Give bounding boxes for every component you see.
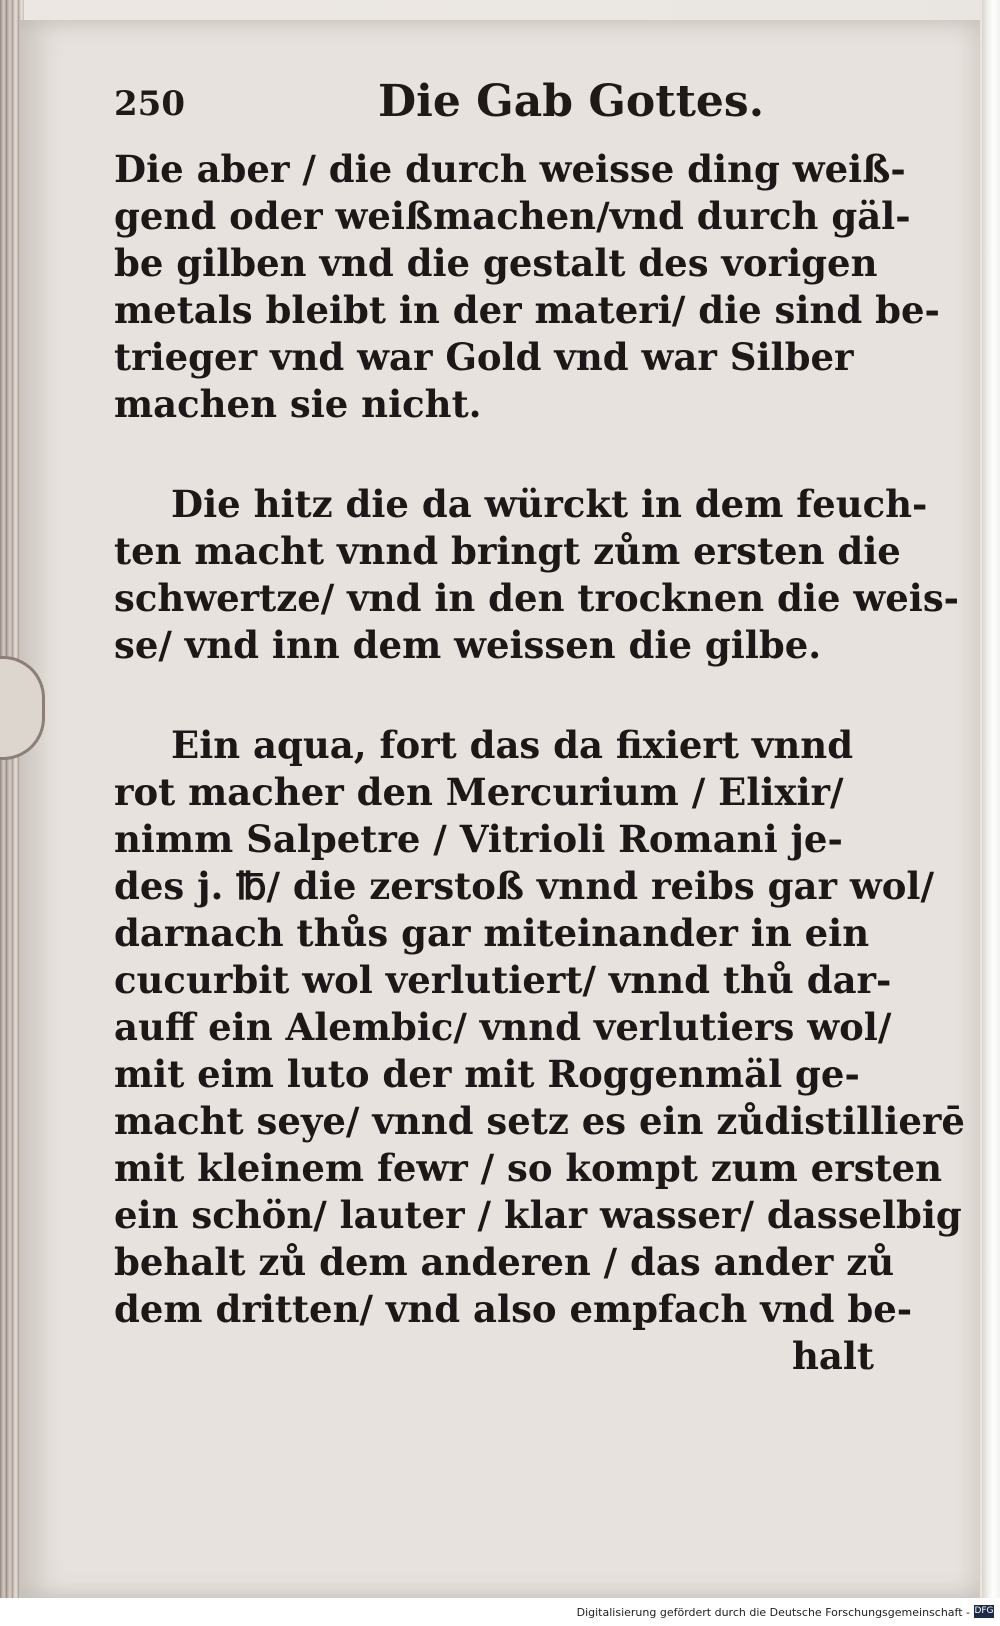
text-line: des j. ℔/ die zerstoß vnnd reibs gar wol/ bbox=[114, 864, 934, 908]
paragraph-1 bbox=[114, 146, 940, 428]
page-header bbox=[114, 74, 874, 130]
text-line: Ein aqua, fort das da fixiert vnnd bbox=[171, 723, 854, 767]
text-line: se/ vnd inn dem weissen die gilbe. bbox=[114, 623, 822, 667]
text-line: auff ein Alembic/ vnnd verlutiers wol/ bbox=[114, 1005, 892, 1049]
dfg-logo: DFG bbox=[974, 1606, 994, 1616]
page-number: 250 bbox=[114, 84, 185, 124]
text-line: ein schön/ lauter / klar wasser/ dasselbig bbox=[114, 1193, 962, 1237]
text-line: ten macht vnnd bringt zům ersten die bbox=[114, 529, 901, 573]
text-line: trieger vnd war Gold vnd war Silber bbox=[114, 335, 854, 379]
text-line: metals bleibt in der materi/ die sind be- bbox=[114, 288, 940, 332]
text-line: machen sie nicht. bbox=[114, 382, 482, 426]
text-line: darnach thůs gar miteinander in ein bbox=[114, 911, 870, 955]
text-line: nimm Salpetre / Vitrioli Romani je- bbox=[114, 817, 843, 861]
text-line: behalt zů dem anderen / das ander zů bbox=[114, 1240, 895, 1284]
text-line: Die aber / die durch weisse ding weiß- bbox=[114, 147, 906, 191]
digitization-credit: Digitalisierung gefördert durch die Deutsche Forschungsgemeinschaft - bbox=[576, 1606, 970, 1619]
text-line: mit kleinem fewr / so kompt zum ersten bbox=[114, 1146, 943, 1190]
paragraph-2 bbox=[114, 481, 960, 669]
text-line: gend oder weißmachen/vnd durch gäl- bbox=[114, 194, 911, 238]
page-right-edge bbox=[982, 0, 1000, 1626]
running-title: Die Gab Gottes. bbox=[378, 76, 765, 127]
text-line: rot macher den Mercurium / Elixir/ bbox=[114, 770, 844, 814]
text-line: be gilben vnd die gestalt des vorigen bbox=[114, 241, 878, 285]
text-line: cucurbit wol verlutiert/ vnnd thů dar- bbox=[114, 958, 892, 1002]
text-line: dem dritten/ vnd also empfach vnd be- bbox=[114, 1287, 913, 1331]
text-line: Die hitz die da würckt in dem feuch- bbox=[171, 482, 928, 526]
text-line: mit eim luto der mit Roggenmäl ge- bbox=[114, 1052, 860, 1096]
catchword: halt bbox=[791, 1334, 874, 1378]
paragraph-3 bbox=[114, 722, 965, 1380]
text-line: macht seye/ vnnd setz es ein zůdistillierē bbox=[114, 1099, 965, 1143]
text-line: schwertze/ vnd in den trocknen die weis- bbox=[114, 576, 960, 620]
